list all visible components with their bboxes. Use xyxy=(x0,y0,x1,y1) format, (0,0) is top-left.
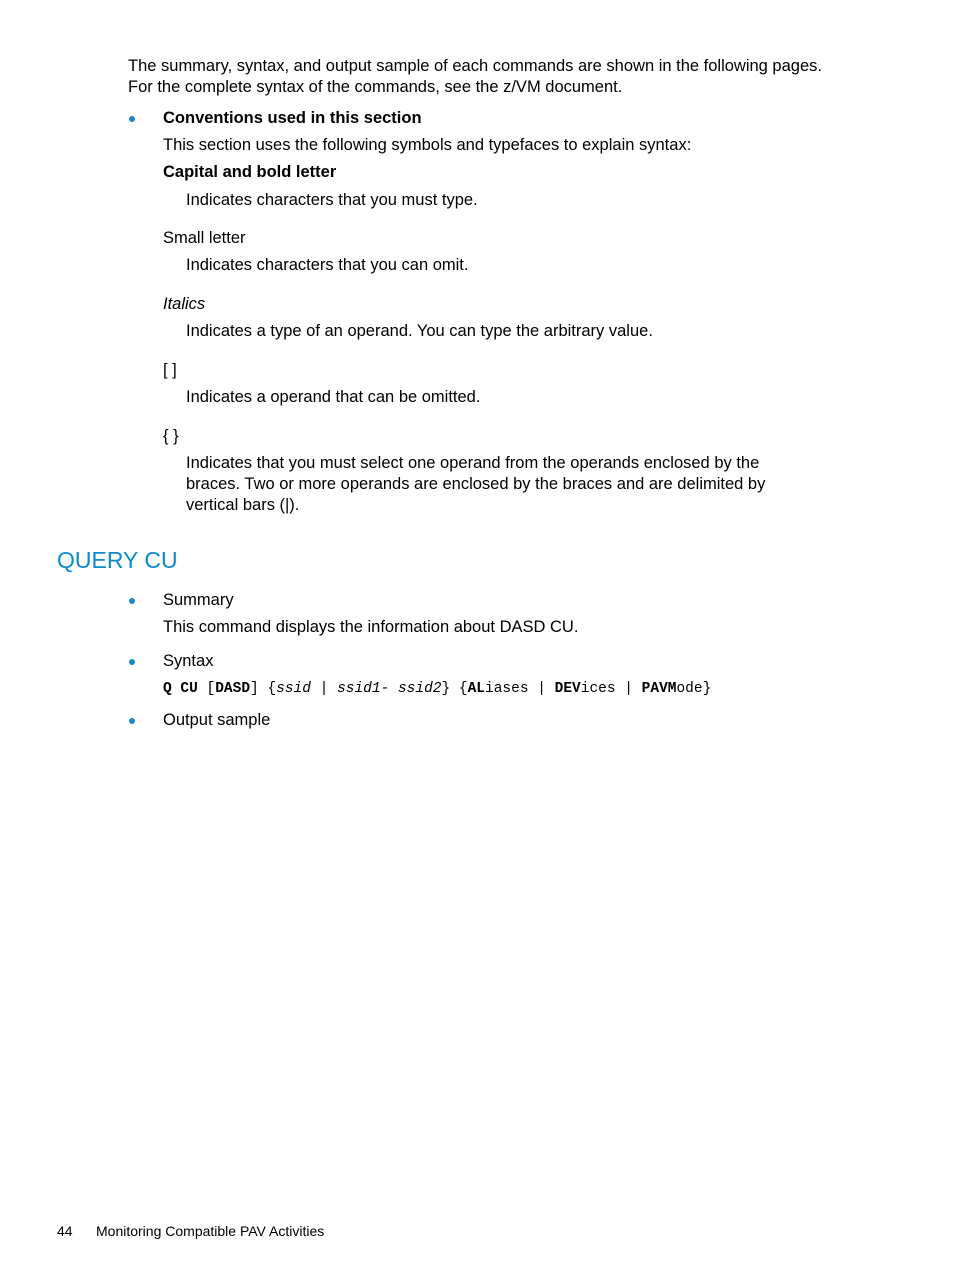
footer-title: Monitoring Compatible PAV Activities xyxy=(96,1223,325,1239)
definition-braces-line-3: vertical bars (|). xyxy=(186,496,300,514)
bullet-icon xyxy=(129,116,135,122)
syntax-iases: iases xyxy=(485,681,529,697)
page-number: 44 xyxy=(57,1223,73,1239)
syntax-al: AL xyxy=(467,681,486,697)
syntax-ices: ices xyxy=(580,681,616,697)
syntax-close-bracket-brace: ] { xyxy=(250,681,277,697)
bullet-icon xyxy=(129,659,135,665)
syntax-close-brace: } xyxy=(702,681,712,697)
definition-italics: Indicates a type of an operand. You can type the arbitrary value. xyxy=(186,322,653,340)
syntax-sep-2: | xyxy=(528,681,555,697)
bullet-icon xyxy=(129,598,135,604)
definition-brackets: Indicates a operand that can be omitted. xyxy=(186,388,481,406)
intro-line-2: For the complete syntax of the commands, see the z/VM document. xyxy=(128,78,623,96)
section-heading: QUERY CU xyxy=(57,547,178,573)
bullet-icon xyxy=(129,718,135,724)
term-capital-bold: Capital and bold letter xyxy=(163,163,337,181)
syntax-ssid: ssid xyxy=(276,681,311,697)
syntax-close-open: } { xyxy=(441,681,468,697)
definition-braces-line-2: braces. Two or more operands are enclosed by the braces and are delimited by xyxy=(186,475,766,493)
syntax-line xyxy=(163,679,711,699)
syntax-dasd: DASD xyxy=(215,681,251,697)
summary-label: Summary xyxy=(163,591,234,609)
syntax-sep-1: | xyxy=(310,681,338,697)
syntax-ssid2: ssid2 xyxy=(397,681,442,697)
syntax-open-bracket: [ xyxy=(197,681,216,697)
summary-text: This command displays the information about DASD CU. xyxy=(163,618,579,636)
definition-small-letter: Indicates characters that you can omit. xyxy=(186,256,469,274)
syntax-sep-3: | xyxy=(615,681,642,697)
definition-braces-line-1: Indicates that you must select one operand from the operands enclosed by the xyxy=(186,454,760,472)
syntax-q-cu: Q CU xyxy=(163,681,198,697)
term-brackets: [ ] xyxy=(163,361,177,379)
syntax-dash: - xyxy=(380,681,398,697)
syntax-label: Syntax xyxy=(163,652,214,670)
syntax-pavm: PAVM xyxy=(641,681,677,697)
conventions-title: Conventions used in this section xyxy=(163,109,422,127)
syntax-ssid1: ssid1 xyxy=(337,681,381,697)
conventions-description: This section uses the following symbols and typefaces to explain syntax: xyxy=(163,136,692,154)
intro-line-1: The summary, syntax, and output sample of each commands are shown in the following pages. xyxy=(128,57,822,75)
syntax-ode: ode xyxy=(676,681,703,697)
definition-capital-bold: Indicates characters that you must type. xyxy=(186,191,478,209)
term-italics: Italics xyxy=(163,295,206,313)
output-sample-label: Output sample xyxy=(163,711,271,729)
syntax-dev: DEV xyxy=(554,681,581,697)
term-small-letter: Small letter xyxy=(163,229,246,247)
term-braces: { } xyxy=(163,427,179,445)
